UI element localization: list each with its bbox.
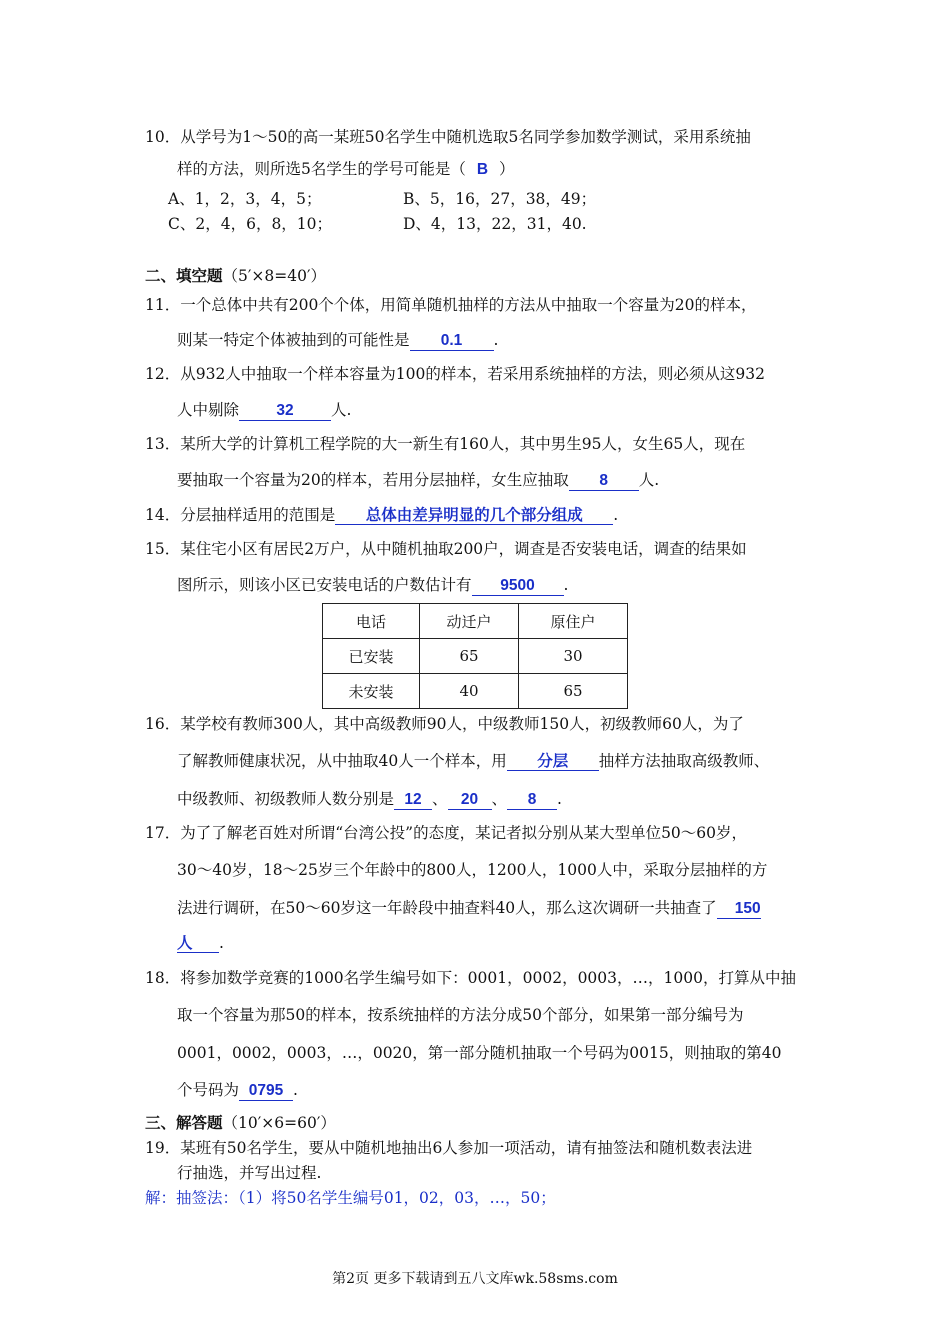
q11-answer: 0.1 [410, 332, 494, 351]
q10-line2-close: ） [498, 160, 515, 178]
q15-answer: 9500 [472, 577, 564, 596]
table-header-cell: 原住户 [519, 604, 628, 639]
q19-solution: 解：抽签法：（1）将50名学生编号01，02，03，…，50； [145, 1189, 556, 1207]
q19-line1: 19．某班有50名学生，要从中随机地抽出6人参加一项活动，请有抽签法和随机数表法进 [145, 1139, 753, 1157]
q13-line1: 13．某所大学的计算机工程学院的大一新生有160人，其中男生95人，女生65人，现在 [145, 435, 746, 453]
q12-line1: 12．从932人中抽取一个样本容量为100的样本，若采用系统抽样的方法，则必须从这932 [145, 365, 765, 383]
q17-line4 [177, 933, 224, 953]
table-header-cell: 电话 [323, 604, 420, 639]
q13-line2-text: 要抽取一个容量为20的样本，若用分层抽样，女生应抽取 [177, 471, 569, 489]
page-footer: 第2页 更多下载请到五八文库wk.58sms.com [332, 1271, 618, 1287]
q14-answer: 总体由差异明显的几个部分组成 [335, 506, 613, 525]
q10-answer: B [476, 161, 489, 178]
table-cell: 65 [420, 639, 519, 674]
q18-line2: 取一个容量为那50的样本，按系统抽样的方法分成50个部分，如果第一部分编号为 [177, 1006, 744, 1024]
q14-end: . [613, 506, 619, 524]
table-row [323, 639, 628, 674]
section-2-title: 二、填空题 [145, 266, 223, 285]
section-3-heading [145, 1113, 336, 1133]
q18-line4-text: 个号码为 [177, 1081, 240, 1099]
section-3-score: （10′×6=60′） [222, 1114, 336, 1132]
q16-method-answer: 分层 [507, 752, 599, 771]
q11-line1: 11．一个总体中共有200个个体，用简单随机抽样的方法从中抽取一个容量为20的样本， [145, 296, 757, 314]
table-row [323, 674, 628, 709]
q18-line1: 18．将参加数学竞赛的1000名学生编号如下：0001，0002，0003，…，1000，打算从中抽 [145, 969, 796, 987]
q15-line1: 15．某住宅小区有居民2万户，从中随机抽取200户，调查是否安装电话，调查的结果如 [145, 540, 747, 558]
q10-option-b: B、5，16，27，38，49； [403, 190, 597, 208]
section-2-heading [145, 266, 326, 286]
q17-line4-end: . [219, 934, 224, 952]
q11-line2 [177, 330, 498, 351]
q17-answer-number: 150 [717, 900, 761, 919]
q19-line2: 行抽选，并写出过程. [177, 1164, 322, 1182]
q12-answer: 32 [239, 402, 331, 421]
table-cell: 已安装 [323, 639, 420, 674]
q12-line2-end: 人. [331, 401, 352, 419]
q16-line2-text: 了解教师健康状况，从中抽取40人一个样本，用 [177, 752, 507, 770]
table-header-row [323, 604, 628, 639]
q10-option-a: A、1，2，3，4，5； [168, 190, 322, 208]
q13-line2 [177, 470, 659, 491]
q17-line3 [177, 898, 761, 919]
table-cell: 40 [420, 674, 519, 709]
q13-answer: 8 [569, 472, 639, 491]
q16-line1: 16．某学校有教师300人，其中高级教师90人，中级教师150人，初级教师60人，为了 [145, 715, 744, 733]
q18-answer: 0795 [239, 1082, 293, 1101]
q16-line3-end: . [557, 790, 562, 808]
q12-line2 [177, 400, 351, 421]
q16-line2-end: 抽样方法抽取高级教师、 [598, 752, 770, 770]
q17-line2: 30～40岁，18～25岁三个年龄中的800人，1200人，1000人中，采取分层抽样的方 [177, 861, 768, 879]
section-2-score: （5′×8=40′） [222, 267, 326, 285]
q16-line3-text: 中级教师、初级教师人数分别是 [177, 790, 395, 808]
q12-line2-text: 人中剔除 [177, 401, 240, 419]
q10-option-d: D、4，13，22，31，40. [403, 215, 587, 233]
section-3-title: 三、解答题 [145, 1113, 223, 1132]
table-cell: 30 [519, 639, 628, 674]
q15-line2 [177, 575, 568, 596]
q13-line2-end: 人. [638, 471, 660, 489]
q11-line2-text: 则某一特定个体被抽到的可能性是 [177, 331, 410, 349]
q10-line1: 10．从学号为1～50的高一某班50名学生中随机选取5名同学参加数学测试，采用系统抽 [145, 128, 751, 146]
q10-option-c: C、2，4，6，8，10； [168, 215, 333, 233]
phone-survey-table [322, 603, 628, 709]
q18-line3: 0001，0002，0003，…，0020，第一部分随机抽取一个号码为0015，则抽取的第40 [177, 1044, 782, 1062]
q16-line3 [177, 789, 562, 810]
q14-text: 14．分层抽样适用的范围是 [145, 506, 336, 524]
q10-line2 [177, 159, 514, 180]
q11-line2-end: . [493, 331, 499, 349]
q17-line3-text: 法进行调研，在50～60岁这一年龄段中抽查料40人，那么这次调研一共抽查了 [177, 899, 717, 917]
table-header-cell: 动迁户 [420, 604, 519, 639]
q16-answer-junior: 8 [507, 791, 557, 810]
q16-line2 [177, 751, 769, 771]
q14-line [145, 505, 618, 525]
q18-line4-end: . [293, 1081, 298, 1099]
q18-line4 [177, 1080, 298, 1101]
q16-separator: 、 [491, 790, 508, 808]
q10-line2-text: 样的方法，则所选5名学生的学号可能是（ [177, 160, 466, 178]
q15-line2-text: 图所示，则该小区已安装电话的户数估计有 [177, 576, 472, 594]
table-cell: 未安装 [323, 674, 420, 709]
q16-answer-senior: 12 [394, 791, 432, 810]
table-cell: 65 [519, 674, 628, 709]
q17-line1: 17．为了了解老百姓对所谓“台湾公投”的态度，某记者拟分别从某大型单位50～60岁， [145, 824, 748, 842]
q17-answer-unit: 人 [177, 934, 219, 953]
q16-answer-middle: 20 [448, 791, 492, 810]
q16-separator: 、 [432, 790, 448, 808]
q15-line2-end: . [563, 576, 569, 594]
